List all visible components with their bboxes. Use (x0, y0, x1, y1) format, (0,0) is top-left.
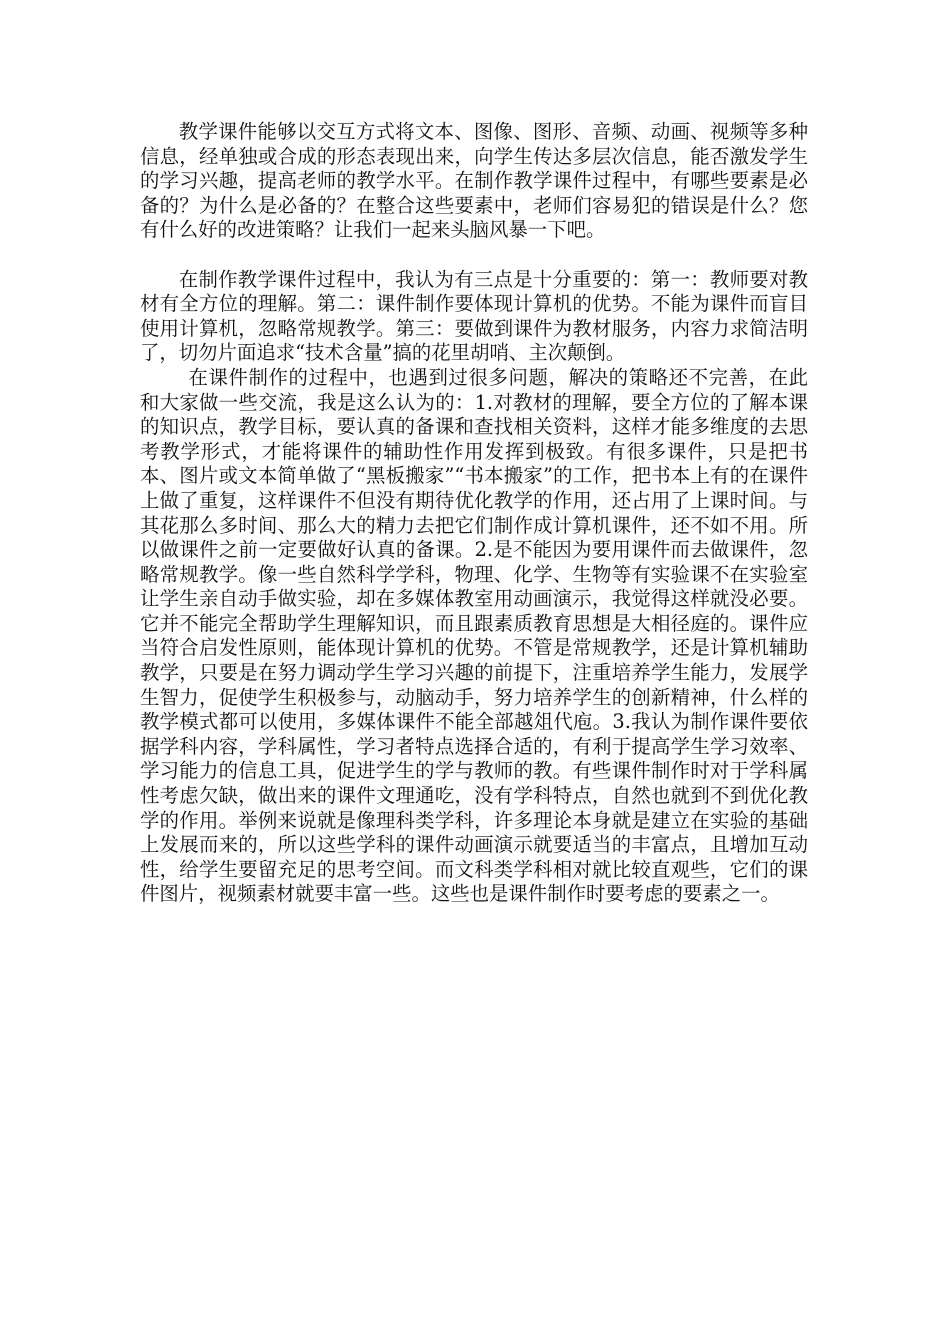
paragraph-three-points: 在制作教学课件过程中，我认为有三点是十分重要的：第一：教师要对教材有全方位的理解。第二：课件制作要体现计算机的优势。不能为课件而盲目使用计算机，忽略常规教学。第三：要做到课件为教材服务，内容力求简洁明了，切勿片面追求“技术含量”搞的花里胡哨、主次颠倒。 (140, 267, 808, 365)
paragraph-intro: 教学课件能够以交互方式将文本、图像、图形、音频、动画、视频等多种信息，经单独或合成的形态表现出来，向学生传达多层次信息，能否激发学生的学习兴趣，提高老师的教学水平。在制作教学课件过程中，有哪些要素是必备的？为什么是必备的？在整合这些要素中，老师们容易犯的错误是什么？您有什么好的改进策略？让我们一起来头脑风暴一下吧。 (140, 120, 808, 242)
paragraph-strategies: 在课件制作的过程中，也遇到过很多问题，解决的策略还不完善，在此和大家做一些交流，我是这么认为的：1.对教材的理解，要全方位的了解本课的知识点，教学目标，要认真的备课和查找相关资料，这样才能多维度的去思考教学形式，才能将课件的辅助性作用发挥到极致。有很多课件，只是把书本、图片或文本简单做了“黑板搬家”“书本搬家”的工作，把书本上有的在课件上做了重复，这样课件不但没有期待优化教学的作用，还占用了上课时间。与其花那么多时间、那么大的精力去把它们制作成计算机课件，还不如不用。所以做课件之前一定要做好认真的备课。2.是不能因为要用课件而去做课件，忽略常规教学。像一些自然科学学科，物理、化学、生物等有实验课不在实验室让学生亲自动手做实验，却在多媒体教室用动画演示，我觉得这样就没必要。它并不能完全帮助学生理解知识，而且跟素质教育思想是大相径庭的。课件应当符合启发性原则，能体现计算机的优势。不管是常规教学，还是计算机辅助教学，只要是在努力调动学生学习兴趣的前提下，注重培养学生能力，发展学生智力，促使学生积极参与，动脑动手，努力培养学生的创新精神，什么样的教学模式都可以使用，多媒体课件不能全部越俎代庖。3.我认为制作课件要依据学科内容，学科属性，学习者特点选择合适的，有利于提高学生学习效率、学习能力的信息工具，促进学生的学与教师的教。有些课件制作时对于学科属性考虑欠缺，做出来的课件文理通吃，没有学科特点，自然也就到不到优化教学的作用。举例来说就是像理科类学科，许多理论本身就是建立在实验的基础上发展而来的，所以这些学科的课件动画演示就要适当的丰富点，且增加互动性，给学生要留充足的思考空间。而文科类学科相对就比较直观些，它们的课件图片，视频素材就要丰富一些。这些也是课件制作时要考虑的要素之一。 (140, 365, 808, 906)
document-body (140, 120, 808, 907)
